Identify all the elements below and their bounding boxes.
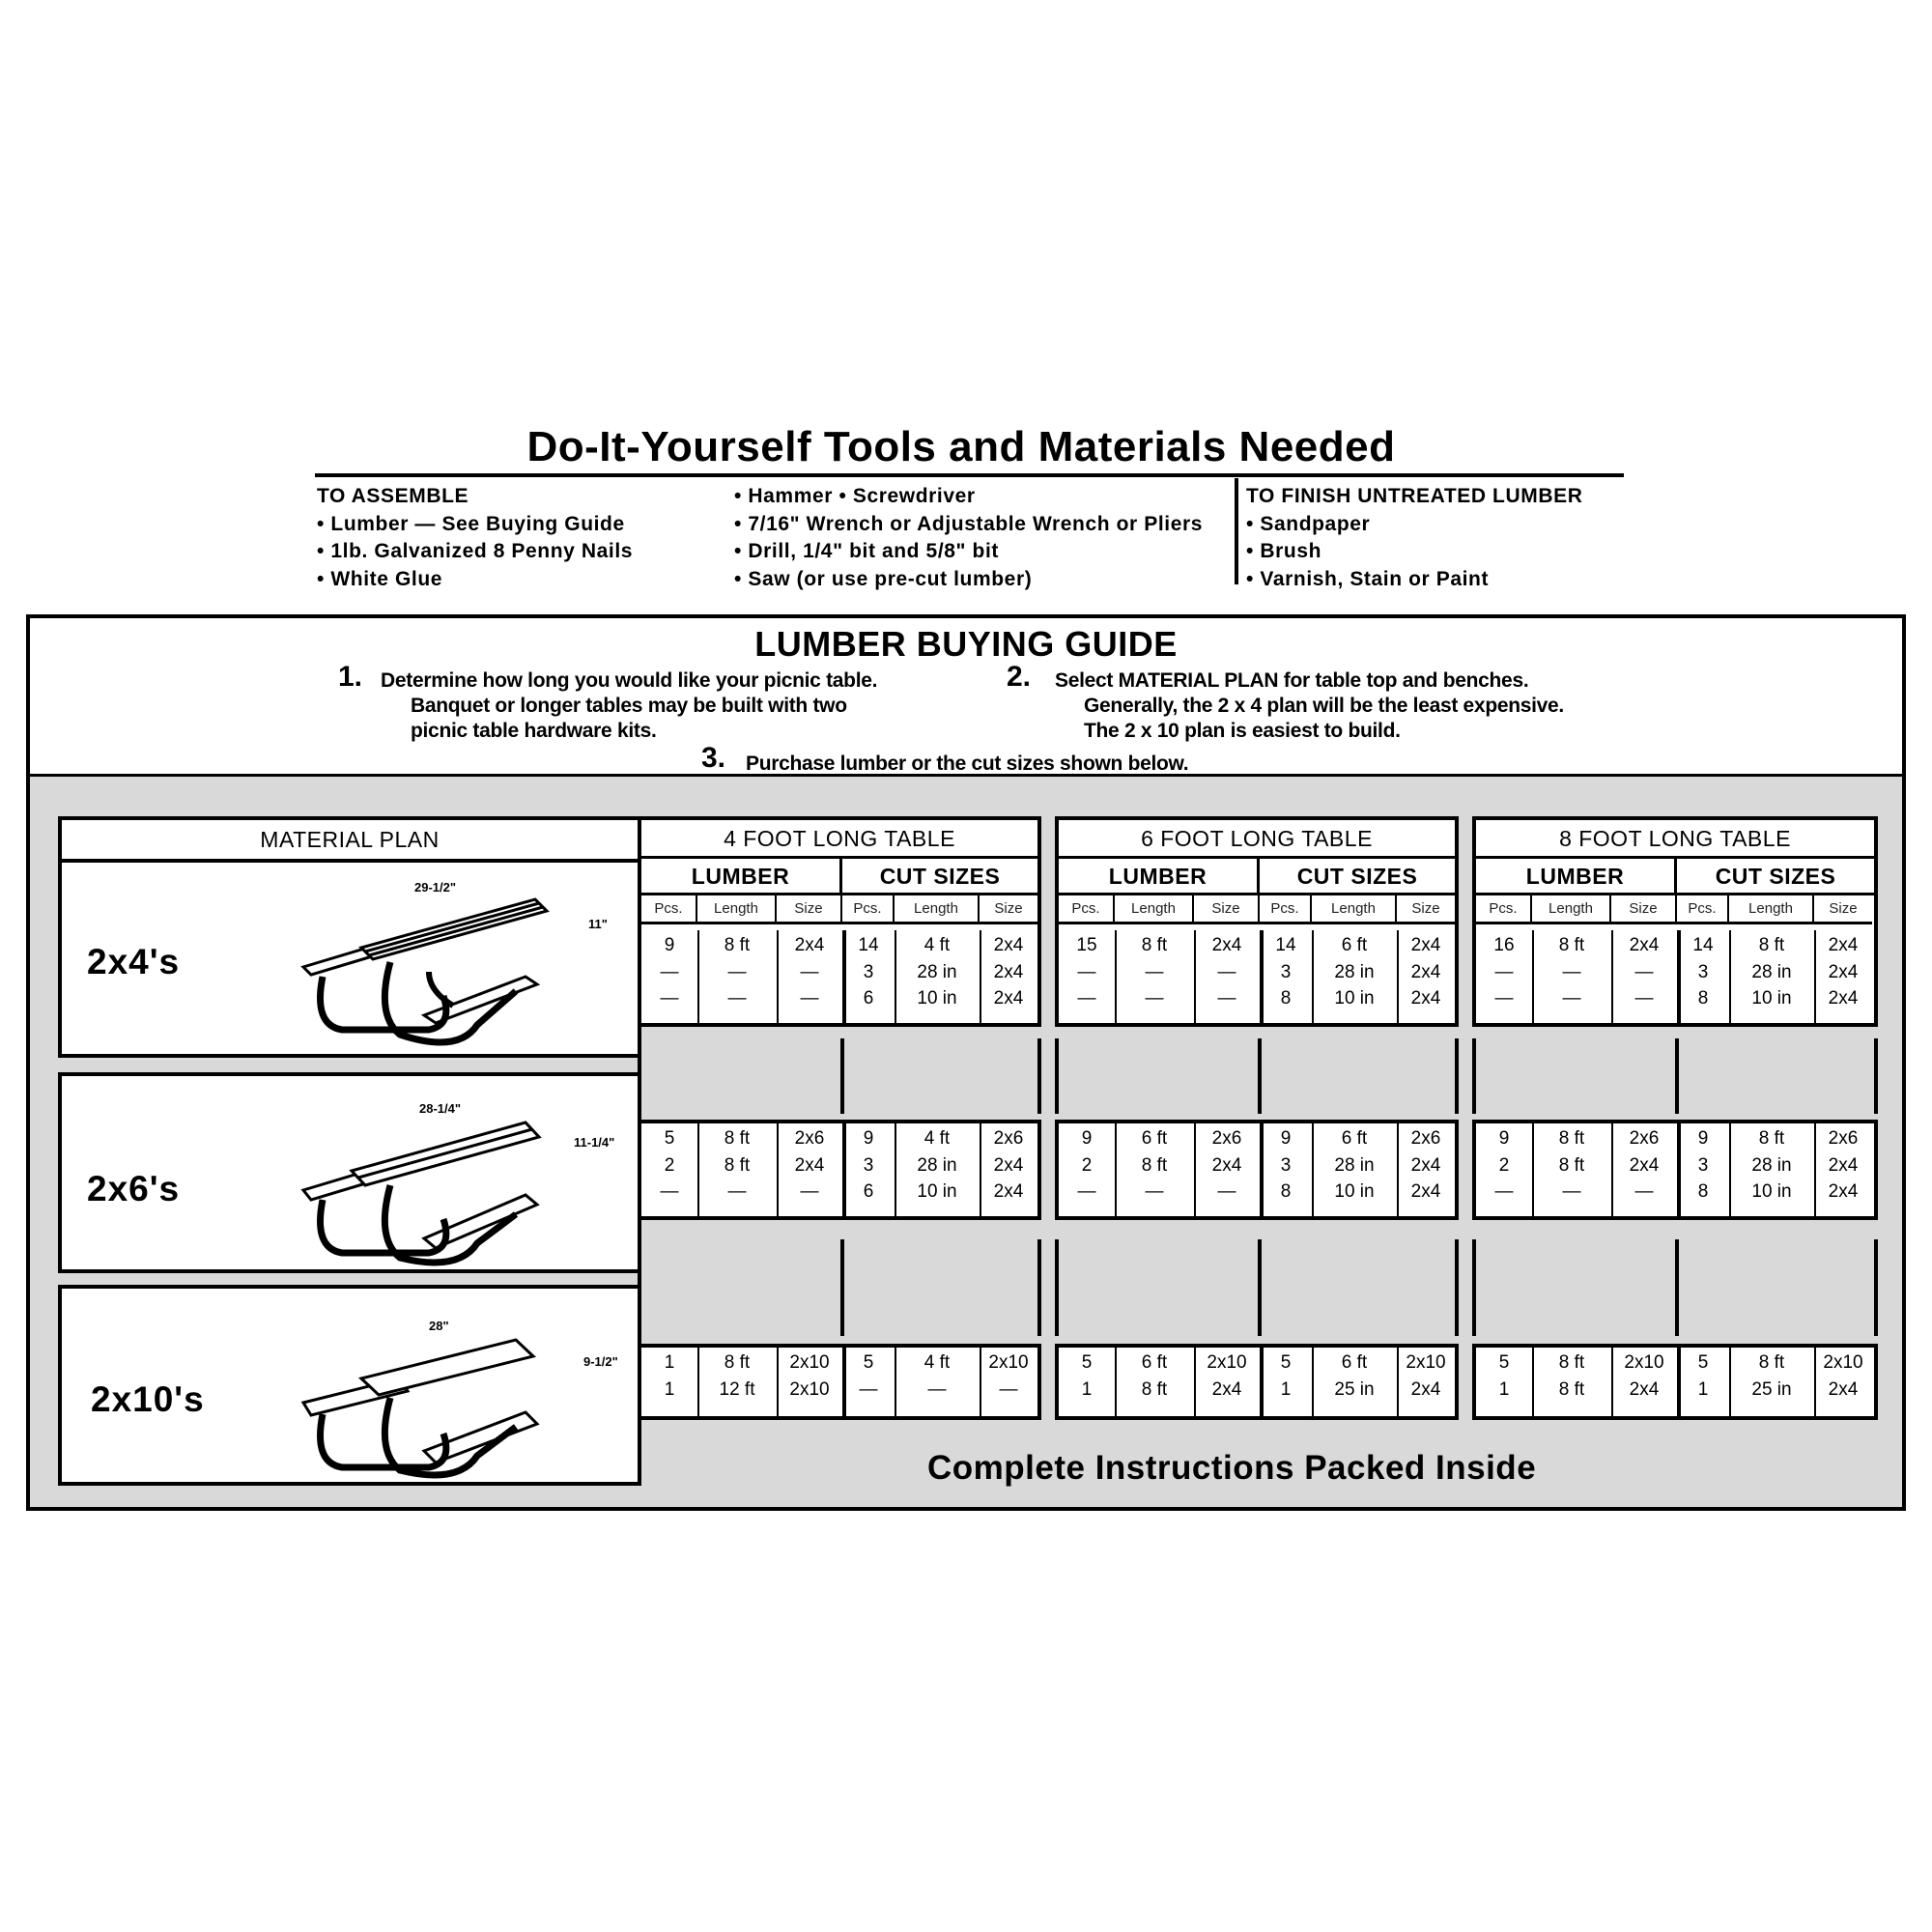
plan-panel-2x10	[58, 1285, 641, 1486]
table-cell: 9	[664, 935, 675, 955]
table-cell: 28 in	[1751, 1154, 1792, 1176]
table-cell: 12 ft	[719, 1378, 755, 1400]
picnic-table-2x10-illustration	[284, 1296, 641, 1480]
table-cell: 6	[863, 1181, 874, 1202]
table-cell: 2	[1081, 1154, 1093, 1176]
picnic-table-2x4-illustration	[284, 870, 641, 1054]
table-cell: 15	[1076, 935, 1097, 955]
table-cell: 2x10	[988, 1352, 1029, 1373]
step-3-number: 3.	[701, 742, 726, 774]
table-title: 4 FOOT LONG TABLE	[641, 820, 1037, 859]
table-cell: 2x6	[1828, 1128, 1859, 1149]
column-header: Length	[697, 895, 777, 924]
table-title: 6 FOOT LONG TABLE	[1059, 820, 1455, 859]
material-plan-header: MATERIAL PLAN	[58, 816, 641, 863]
table-cell: 3	[863, 961, 874, 982]
table-cell: 8 ft	[1141, 1154, 1168, 1176]
table-cell: 8	[1697, 988, 1709, 1009]
finish-item: • Brush	[1246, 540, 1322, 562]
finish-item: • Sandpaper	[1246, 512, 1371, 535]
lumber-subhead: LUMBER	[641, 859, 842, 895]
table-cell: —	[1217, 988, 1236, 1009]
step-1-text: Determine how long you would like your picnic table. Banquet or longer tables may be built with two picnic table hardware kits.	[381, 669, 878, 742]
assemble-list	[317, 483, 633, 593]
column-header: Size	[1814, 895, 1872, 924]
table-cell: 8 ft	[1758, 1128, 1785, 1149]
table-cell: 8 ft	[724, 1128, 751, 1149]
table-cell: 2x4	[1410, 961, 1441, 982]
table-cell: 2x10	[1406, 1352, 1446, 1373]
table-cell: 14	[1275, 935, 1296, 955]
table-cell: 2x4	[993, 1181, 1024, 1202]
table-cell: 8 ft	[724, 935, 751, 955]
table-cell: 14	[858, 935, 879, 955]
plan-label: 2x4's	[87, 942, 181, 981]
finish-list	[1246, 483, 1582, 593]
table-cell: 5	[664, 1128, 675, 1149]
column-header: Pcs.	[641, 895, 697, 924]
table-cell: —	[727, 1181, 747, 1202]
table-cell: 2x6	[1211, 1128, 1242, 1149]
table-cell: —	[1145, 988, 1164, 1009]
table-cell: 4 ft	[923, 935, 951, 955]
column-header: Length	[895, 895, 980, 924]
plan-label: 2x10's	[91, 1379, 205, 1419]
table-cell: 8 ft	[1558, 1128, 1585, 1149]
table-cell: 3	[1697, 1154, 1709, 1176]
table-cell: —	[727, 961, 747, 982]
step-3-text: Purchase lumber or the cut sizes shown below.	[746, 753, 1189, 775]
table-cell: 2x10	[1624, 1352, 1664, 1373]
dim-side-label: 11-1/4"	[574, 1135, 615, 1150]
table-cell: 8	[1280, 988, 1292, 1009]
table-cell: 10 in	[917, 988, 957, 1009]
step-2-number: 2.	[1007, 661, 1032, 693]
table-cell: 2	[664, 1154, 675, 1176]
column-header: Pcs.	[1476, 895, 1532, 924]
table-cell: 6 ft	[1141, 1352, 1168, 1373]
column-header: Size	[777, 895, 842, 924]
table-cell: 5	[1280, 1352, 1292, 1373]
assemble-heading: TO ASSEMBLE	[317, 485, 469, 507]
picnic-table-2x6-illustration	[284, 1084, 641, 1267]
table-cell: 2x4	[1410, 1154, 1441, 1176]
table-cell: 2x4	[993, 1154, 1024, 1176]
tool-item: • Saw (or use pre-cut lumber)	[734, 567, 1033, 590]
table-cell: —	[1494, 988, 1514, 1009]
tools-list	[734, 483, 1203, 593]
table-cell: 25 in	[1751, 1378, 1792, 1400]
table-cell: 2x4	[993, 988, 1024, 1009]
column-divider	[1037, 1038, 1041, 1114]
table-cell: —	[1494, 1181, 1514, 1202]
table-cell: —	[927, 1378, 947, 1400]
table-cell: 2x4	[1828, 1154, 1859, 1176]
table-cell: —	[859, 1378, 878, 1400]
table-cell: 2x4	[1828, 1378, 1859, 1400]
finish-item: • Varnish, Stain or Paint	[1246, 567, 1490, 590]
table-cell: 2x4	[1629, 935, 1660, 955]
table-cell: —	[800, 1181, 819, 1202]
table-cell: 9	[1697, 1128, 1709, 1149]
table-cell: 8 ft	[1558, 1352, 1585, 1373]
page-title: Do-It-Yourself Tools and Materials Needed	[526, 423, 1396, 470]
cut-sizes-subhead: CUT SIZES	[842, 859, 1037, 895]
column-divider	[1874, 1239, 1878, 1336]
table-cell: 14	[1692, 935, 1714, 955]
lumber-subhead: LUMBER	[1059, 859, 1260, 895]
table-cell: 1	[1081, 1378, 1093, 1400]
table-cell: 28 in	[1751, 961, 1792, 982]
column-header: Length	[1312, 895, 1397, 924]
table-cell: 8 ft	[1758, 935, 1785, 955]
table-cell: 10 in	[1334, 1181, 1375, 1202]
table-cell: 16	[1493, 935, 1515, 955]
table-cell: 8	[1280, 1181, 1292, 1202]
finish-divider	[1235, 478, 1238, 584]
table-cell: 8 ft	[724, 1154, 751, 1176]
table-cell: 2x4	[1410, 935, 1441, 955]
table-cell: 10 in	[1751, 1181, 1792, 1202]
table-cell: 2x4	[1629, 1378, 1660, 1400]
table-cell: 2x6	[993, 1128, 1024, 1149]
table-cell: 4 ft	[923, 1352, 951, 1373]
column-divider	[1472, 1239, 1476, 1336]
table-cell: 2x4	[1211, 1378, 1242, 1400]
column-divider	[1055, 1038, 1059, 1114]
table-cell: 8 ft	[1758, 1352, 1785, 1373]
table-cell: —	[1634, 1181, 1654, 1202]
table-cell: 2x4	[993, 961, 1024, 982]
table-cell: 2x4	[794, 1154, 825, 1176]
table-cell: —	[660, 988, 679, 1009]
footer-note: Complete Instructions Packed Inside	[927, 1449, 1537, 1487]
column-header: Pcs.	[1059, 895, 1115, 924]
table-cell: 2x4	[1828, 1181, 1859, 1202]
table-cell: —	[1634, 961, 1654, 982]
table-cell: 8 ft	[724, 1352, 751, 1373]
table-cell: —	[800, 988, 819, 1009]
table-cell: 4 ft	[923, 1128, 951, 1149]
column-divider	[1455, 1038, 1459, 1114]
table-cell: 5	[1081, 1352, 1093, 1373]
table-cell: 1	[664, 1378, 675, 1400]
column-divider	[840, 1239, 844, 1336]
table-cell: 2x4	[1211, 935, 1242, 955]
guide-title: LUMBER BUYING GUIDE	[754, 624, 1178, 664]
table-cell: 9	[863, 1128, 874, 1149]
table-cell: 3	[1280, 961, 1292, 982]
table-cell: 6 ft	[1341, 1128, 1368, 1149]
table-cell: 9	[1280, 1128, 1292, 1149]
lumber-subhead: LUMBER	[1476, 859, 1677, 895]
table-cell: 2x10	[789, 1352, 830, 1373]
column-divider	[840, 1038, 844, 1114]
dim-top-label: 29-1/2"	[414, 880, 457, 895]
table-cell: —	[800, 961, 819, 982]
cut-sizes-subhead: CUT SIZES	[1260, 859, 1455, 895]
table-cell: 10 in	[917, 1181, 957, 1202]
table-cell: 6 ft	[1341, 935, 1368, 955]
plan-panel-2x6	[58, 1072, 641, 1273]
table-cell: 2x4	[794, 935, 825, 955]
table-cell: 1	[664, 1352, 675, 1373]
column-header: Pcs.	[842, 895, 895, 924]
table-cell: 2	[1498, 1154, 1510, 1176]
table-cell: —	[660, 1181, 679, 1202]
table-cell: 2x10	[1823, 1352, 1863, 1373]
table-cell: 8 ft	[1558, 935, 1585, 955]
table-cell: —	[660, 961, 679, 982]
table-cell: —	[1077, 988, 1096, 1009]
assemble-item: • White Glue	[317, 567, 443, 590]
table-cell: —	[1634, 988, 1654, 1009]
table-cell: 10 in	[1751, 988, 1792, 1009]
table-cell: 2x10	[789, 1378, 830, 1400]
table-cell: 6 ft	[1341, 1352, 1368, 1373]
table-cell: 8 ft	[1141, 1378, 1168, 1400]
column-header: Size	[1194, 895, 1260, 924]
step-1-number: 1.	[338, 661, 363, 693]
table-cell: 10 in	[1334, 988, 1375, 1009]
table-cell: —	[1145, 961, 1164, 982]
table-cell: 3	[1697, 961, 1709, 982]
table-cell: 28 in	[1334, 961, 1375, 982]
dim-top-label: 28"	[429, 1319, 449, 1333]
dim-top-label: 28-1/4"	[419, 1101, 462, 1116]
table-cell: —	[1562, 1181, 1581, 1202]
table-cell: 2x4	[993, 935, 1024, 955]
table-cell: 1	[1280, 1378, 1292, 1400]
tool-item: • Hammer • Screwdriver	[734, 485, 976, 507]
column-header: Size	[1397, 895, 1455, 924]
column-divider	[1055, 1239, 1059, 1336]
column-divider	[1874, 1038, 1878, 1114]
finish-heading: TO FINISH UNTREATED LUMBER	[1246, 485, 1583, 507]
table-cell: 8 ft	[1558, 1154, 1585, 1176]
tool-item: • Drill, 1/4" bit and 5/8" bit	[734, 540, 999, 562]
column-header: Pcs.	[1260, 895, 1312, 924]
table-cell: —	[1562, 988, 1581, 1009]
column-header: Length	[1532, 895, 1611, 924]
table-cell: 2x4	[1410, 988, 1441, 1009]
table-cell: 2x4	[1410, 1378, 1441, 1400]
column-header: Pcs.	[1677, 895, 1729, 924]
table-cell: 2x4	[1629, 1154, 1660, 1176]
cut-sizes-subhead: CUT SIZES	[1677, 859, 1874, 895]
column-divider	[1472, 1038, 1476, 1114]
step-2-text: Select MATERIAL PLAN for table top and benches. Generally, the 2 x 4 plan will be the least expensive. The 2 x 10 plan is easiest to build.	[1055, 669, 1564, 742]
table-cell: 1	[1498, 1378, 1510, 1400]
table-cell: 28 in	[917, 961, 957, 982]
table-cell: —	[1145, 1181, 1164, 1202]
table-cell: 2x4	[1410, 1181, 1441, 1202]
table-cell: 8 ft	[1141, 935, 1168, 955]
column-divider	[1455, 1239, 1459, 1336]
column-header: Size	[980, 895, 1037, 924]
assemble-item: • Lumber — See Buying Guide	[317, 512, 625, 535]
column-divider	[1258, 1239, 1262, 1336]
table-cell: 5	[1498, 1352, 1510, 1373]
table-cell: 3	[1280, 1154, 1292, 1176]
table-cell: 2x4	[1828, 988, 1859, 1009]
dim-side-label: 9-1/2"	[583, 1354, 618, 1369]
table-cell: 2x10	[1207, 1352, 1247, 1373]
column-divider	[1037, 1239, 1041, 1336]
table-cell: 6 ft	[1141, 1128, 1168, 1149]
table-cell: 8 ft	[1558, 1378, 1585, 1400]
table-cell: —	[1077, 1181, 1096, 1202]
table-cell: 2x4	[1828, 961, 1859, 982]
table-title: 8 FOOT LONG TABLE	[1476, 820, 1874, 859]
table-cell: —	[1077, 961, 1096, 982]
column-divider	[638, 1239, 641, 1336]
table-cell: 8	[1697, 1181, 1709, 1202]
column-divider	[638, 1038, 641, 1114]
column-divider	[1675, 1239, 1679, 1336]
column-header: Length	[1729, 895, 1814, 924]
plan-panel-2x4	[58, 859, 641, 1058]
title-divider	[315, 473, 1624, 477]
table-cell: —	[1217, 961, 1236, 982]
assemble-item: • 1lb. Galvanized 8 Penny Nails	[317, 540, 634, 562]
table-cell: 9	[1498, 1128, 1510, 1149]
table-cell: —	[999, 1378, 1018, 1400]
column-divider	[1675, 1038, 1679, 1114]
table-cell: 6	[863, 988, 874, 1009]
column-header: Length	[1115, 895, 1194, 924]
table-cell: 2x4	[1828, 935, 1859, 955]
tool-item: • 7/16" Wrench or Adjustable Wrench or Pliers	[734, 512, 1204, 535]
table-cell: —	[727, 988, 747, 1009]
table-cell: 5	[863, 1352, 874, 1373]
column-divider	[1258, 1038, 1262, 1114]
table-cell: 2x6	[1629, 1128, 1660, 1149]
table-cell: 28 in	[917, 1154, 957, 1176]
table-cell: 2x6	[1410, 1128, 1441, 1149]
table-cell: 9	[1081, 1128, 1093, 1149]
table-cell: 3	[863, 1154, 874, 1176]
table-cell: 28 in	[1334, 1154, 1375, 1176]
dim-side-label: 11"	[588, 917, 608, 931]
column-header: Size	[1611, 895, 1677, 924]
table-cell: 5	[1697, 1352, 1709, 1373]
table-cell: 2x6	[794, 1128, 825, 1149]
table-cell: —	[1562, 961, 1581, 982]
table-cell: 25 in	[1334, 1378, 1375, 1400]
plan-label: 2x6's	[87, 1169, 181, 1208]
table-cell: 2x4	[1211, 1154, 1242, 1176]
table-cell: 1	[1697, 1378, 1709, 1400]
table-cell: —	[1494, 961, 1514, 982]
table-cell: —	[1217, 1181, 1236, 1202]
